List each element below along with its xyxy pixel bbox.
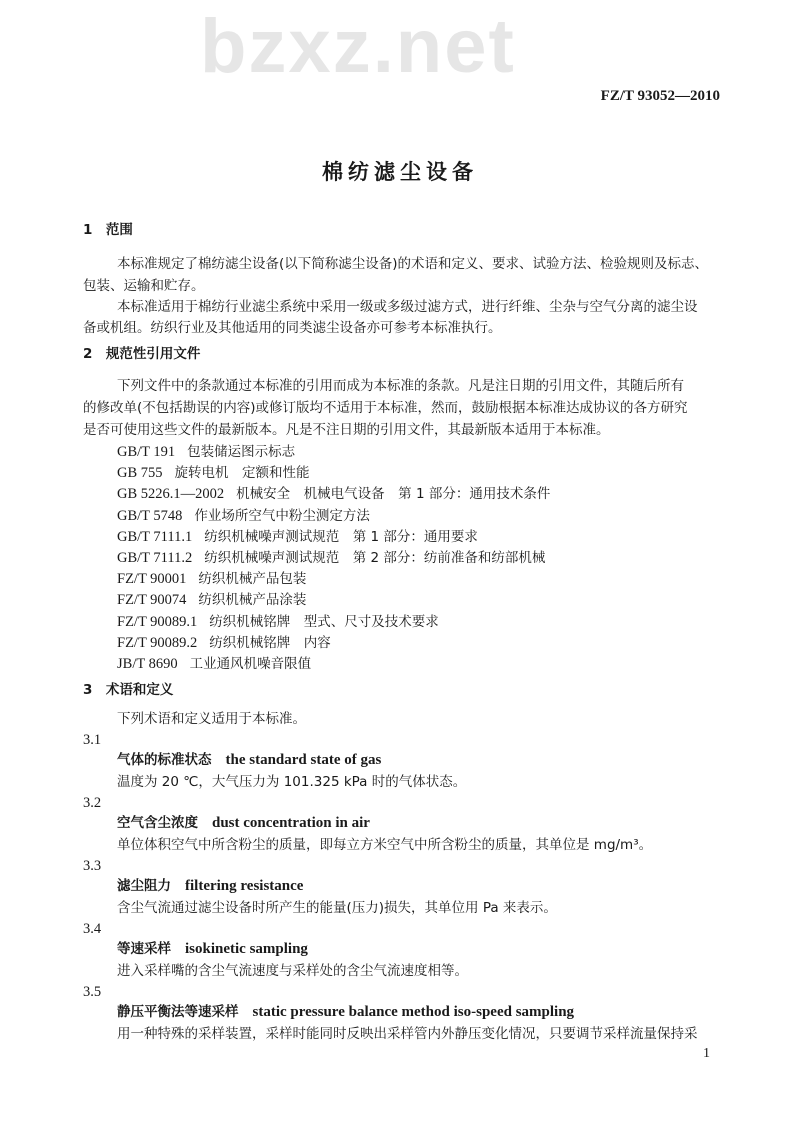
reference-title: 纺织机械噪声测试规范 第 2 部分：纺前准备和纺部机械 xyxy=(204,550,546,566)
standard-number: FZ/T 93052—2010 xyxy=(600,88,720,104)
reference-title: 工业通风机噪音限值 xyxy=(189,656,312,672)
term-heading xyxy=(117,1003,574,1021)
reference-title: 纺织机械产品包装 xyxy=(198,571,307,588)
term-en: filtering resistance xyxy=(185,878,304,895)
term-heading xyxy=(117,877,303,895)
paragraph-line: 包装、运输和贮存。 xyxy=(83,278,205,294)
reference-number: GB/T 7111.2 xyxy=(117,550,193,566)
term-number: 3.4 xyxy=(83,921,102,938)
reference-number: GB/T 7111.1 xyxy=(117,528,193,545)
term-number: 3.2 xyxy=(83,795,102,812)
reference-item xyxy=(117,443,295,461)
term-zh: 等速采样 xyxy=(117,941,171,958)
paragraph-line: 是否可使用这些文件的最新版本。凡是不注日期的引用文件，其最新版本适用于本标准。 xyxy=(83,422,610,438)
reference-number: GB 5226.1—2002 xyxy=(117,486,225,503)
term-definition: 进入采样嘴的含尘气流速度与采样处的含尘气流速度相等。 xyxy=(117,963,468,980)
reference-item xyxy=(117,634,331,652)
reference-number: FZ/T 90089.1 xyxy=(117,613,198,630)
reference-title: 机械安全 机械电气设备 第 1 部分：通用技术条件 xyxy=(236,486,551,503)
reference-item xyxy=(117,485,550,503)
reference-item xyxy=(117,570,306,588)
paragraph-line: 本标准适用于棉纺行业滤尘系统中采用一级或多级过滤方式，进行纤维、尘杂与空气分离的滤尘设 xyxy=(117,299,698,315)
term-heading xyxy=(117,814,370,832)
reference-number: JB/T 8690 xyxy=(117,656,178,672)
paragraph-line: 下列文件中的条款通过本标准的引用而成为本标准的条款。凡是注日期的引用文件，其随后所有 xyxy=(117,378,684,394)
term-definition: 含尘气流通过滤尘设备时所产生的能量(压力)损失，其单位用 Pa 来表示。 xyxy=(117,900,557,917)
reference-number: GB 755 xyxy=(117,465,163,482)
reference-number: GB/T 191 xyxy=(117,444,176,460)
paragraph-line: 本标准规定了棉纺滤尘设备(以下简称滤尘设备)的术语和定义、要求、试验方法、检验规则及标志、 xyxy=(117,256,709,272)
term-zh: 气体的标准状态 xyxy=(117,752,212,768)
section-heading: 2 规范性引用文件 xyxy=(83,346,201,362)
term-en: the standard state of gas xyxy=(225,752,382,768)
reference-number: FZ/T 90089.2 xyxy=(117,634,198,651)
reference-item xyxy=(117,613,439,631)
term-definition: 温度为 20 ℃，大气压力为 101.325 kPa 时的气体状态。 xyxy=(117,774,467,790)
term-zh: 空气含尘浓度 xyxy=(117,815,198,832)
reference-item xyxy=(117,464,310,482)
term-zh: 滤尘阻力 xyxy=(117,878,171,895)
term-zh: 静压平衡法等速采样 xyxy=(117,1004,239,1021)
term-en: dust concentration in air xyxy=(212,815,370,832)
term-en: static pressure balance method iso-speed sampling xyxy=(252,1004,575,1021)
term-definition: 单位体积空气中所含粉尘的质量，即每立方米空气中所含粉尘的质量，其单位是 mg/m³。 xyxy=(117,837,653,854)
page-title: 棉纺滤尘设备 xyxy=(322,160,478,184)
reference-number: GB/T 5748 xyxy=(117,507,183,524)
term-heading xyxy=(117,751,381,769)
term-definition: 用一种特殊的采样装置，采样时能同时反映出采样管内外静压变化情况，只要调节采样流量保持采 xyxy=(117,1026,698,1043)
term-heading xyxy=(117,940,308,958)
reference-title: 纺织机械铭牌 内容 xyxy=(209,634,331,651)
reference-title: 纺织机械铭牌 型式、尺寸及技术要求 xyxy=(209,613,439,630)
section-heading: 1 范围 xyxy=(83,222,133,238)
reference-number: FZ/T 90001 xyxy=(117,571,187,588)
paragraph-line: 备或机组。纺织行业及其他适用的同类滤尘设备亦可参考本标准执行。 xyxy=(83,320,502,336)
page-number: 1 xyxy=(703,1046,710,1061)
term-number: 3.5 xyxy=(83,984,102,1001)
reference-item xyxy=(117,507,370,525)
term-number: 3.1 xyxy=(83,732,102,748)
watermark: bzxz.net xyxy=(200,4,516,89)
reference-item xyxy=(117,528,478,546)
paragraph-line: 下列术语和定义适用于本标准。 xyxy=(117,711,306,727)
reference-number: FZ/T 90074 xyxy=(117,592,187,609)
reference-title: 纺织机械噪声测试规范 第 1 部分：通用要求 xyxy=(204,528,478,545)
reference-item xyxy=(117,549,545,567)
reference-title: 旋转电机 定额和性能 xyxy=(174,465,310,482)
term-en: isokinetic sampling xyxy=(185,941,308,958)
reference-item xyxy=(117,655,311,673)
paragraph-line: 的修改单(不包括勘误的内容)或修订版均不适用于本标准，然而，鼓励根据本标准达成协议的各方研究 xyxy=(83,400,688,416)
reference-title: 包装储运图示标志 xyxy=(187,444,296,460)
section-heading: 3 术语和定义 xyxy=(83,682,174,698)
term-number: 3.3 xyxy=(83,858,102,875)
reference-title: 纺织机械产品涂装 xyxy=(198,592,307,609)
reference-title: 作业场所空气中粉尘测定方法 xyxy=(194,507,370,524)
reference-item xyxy=(117,591,306,609)
